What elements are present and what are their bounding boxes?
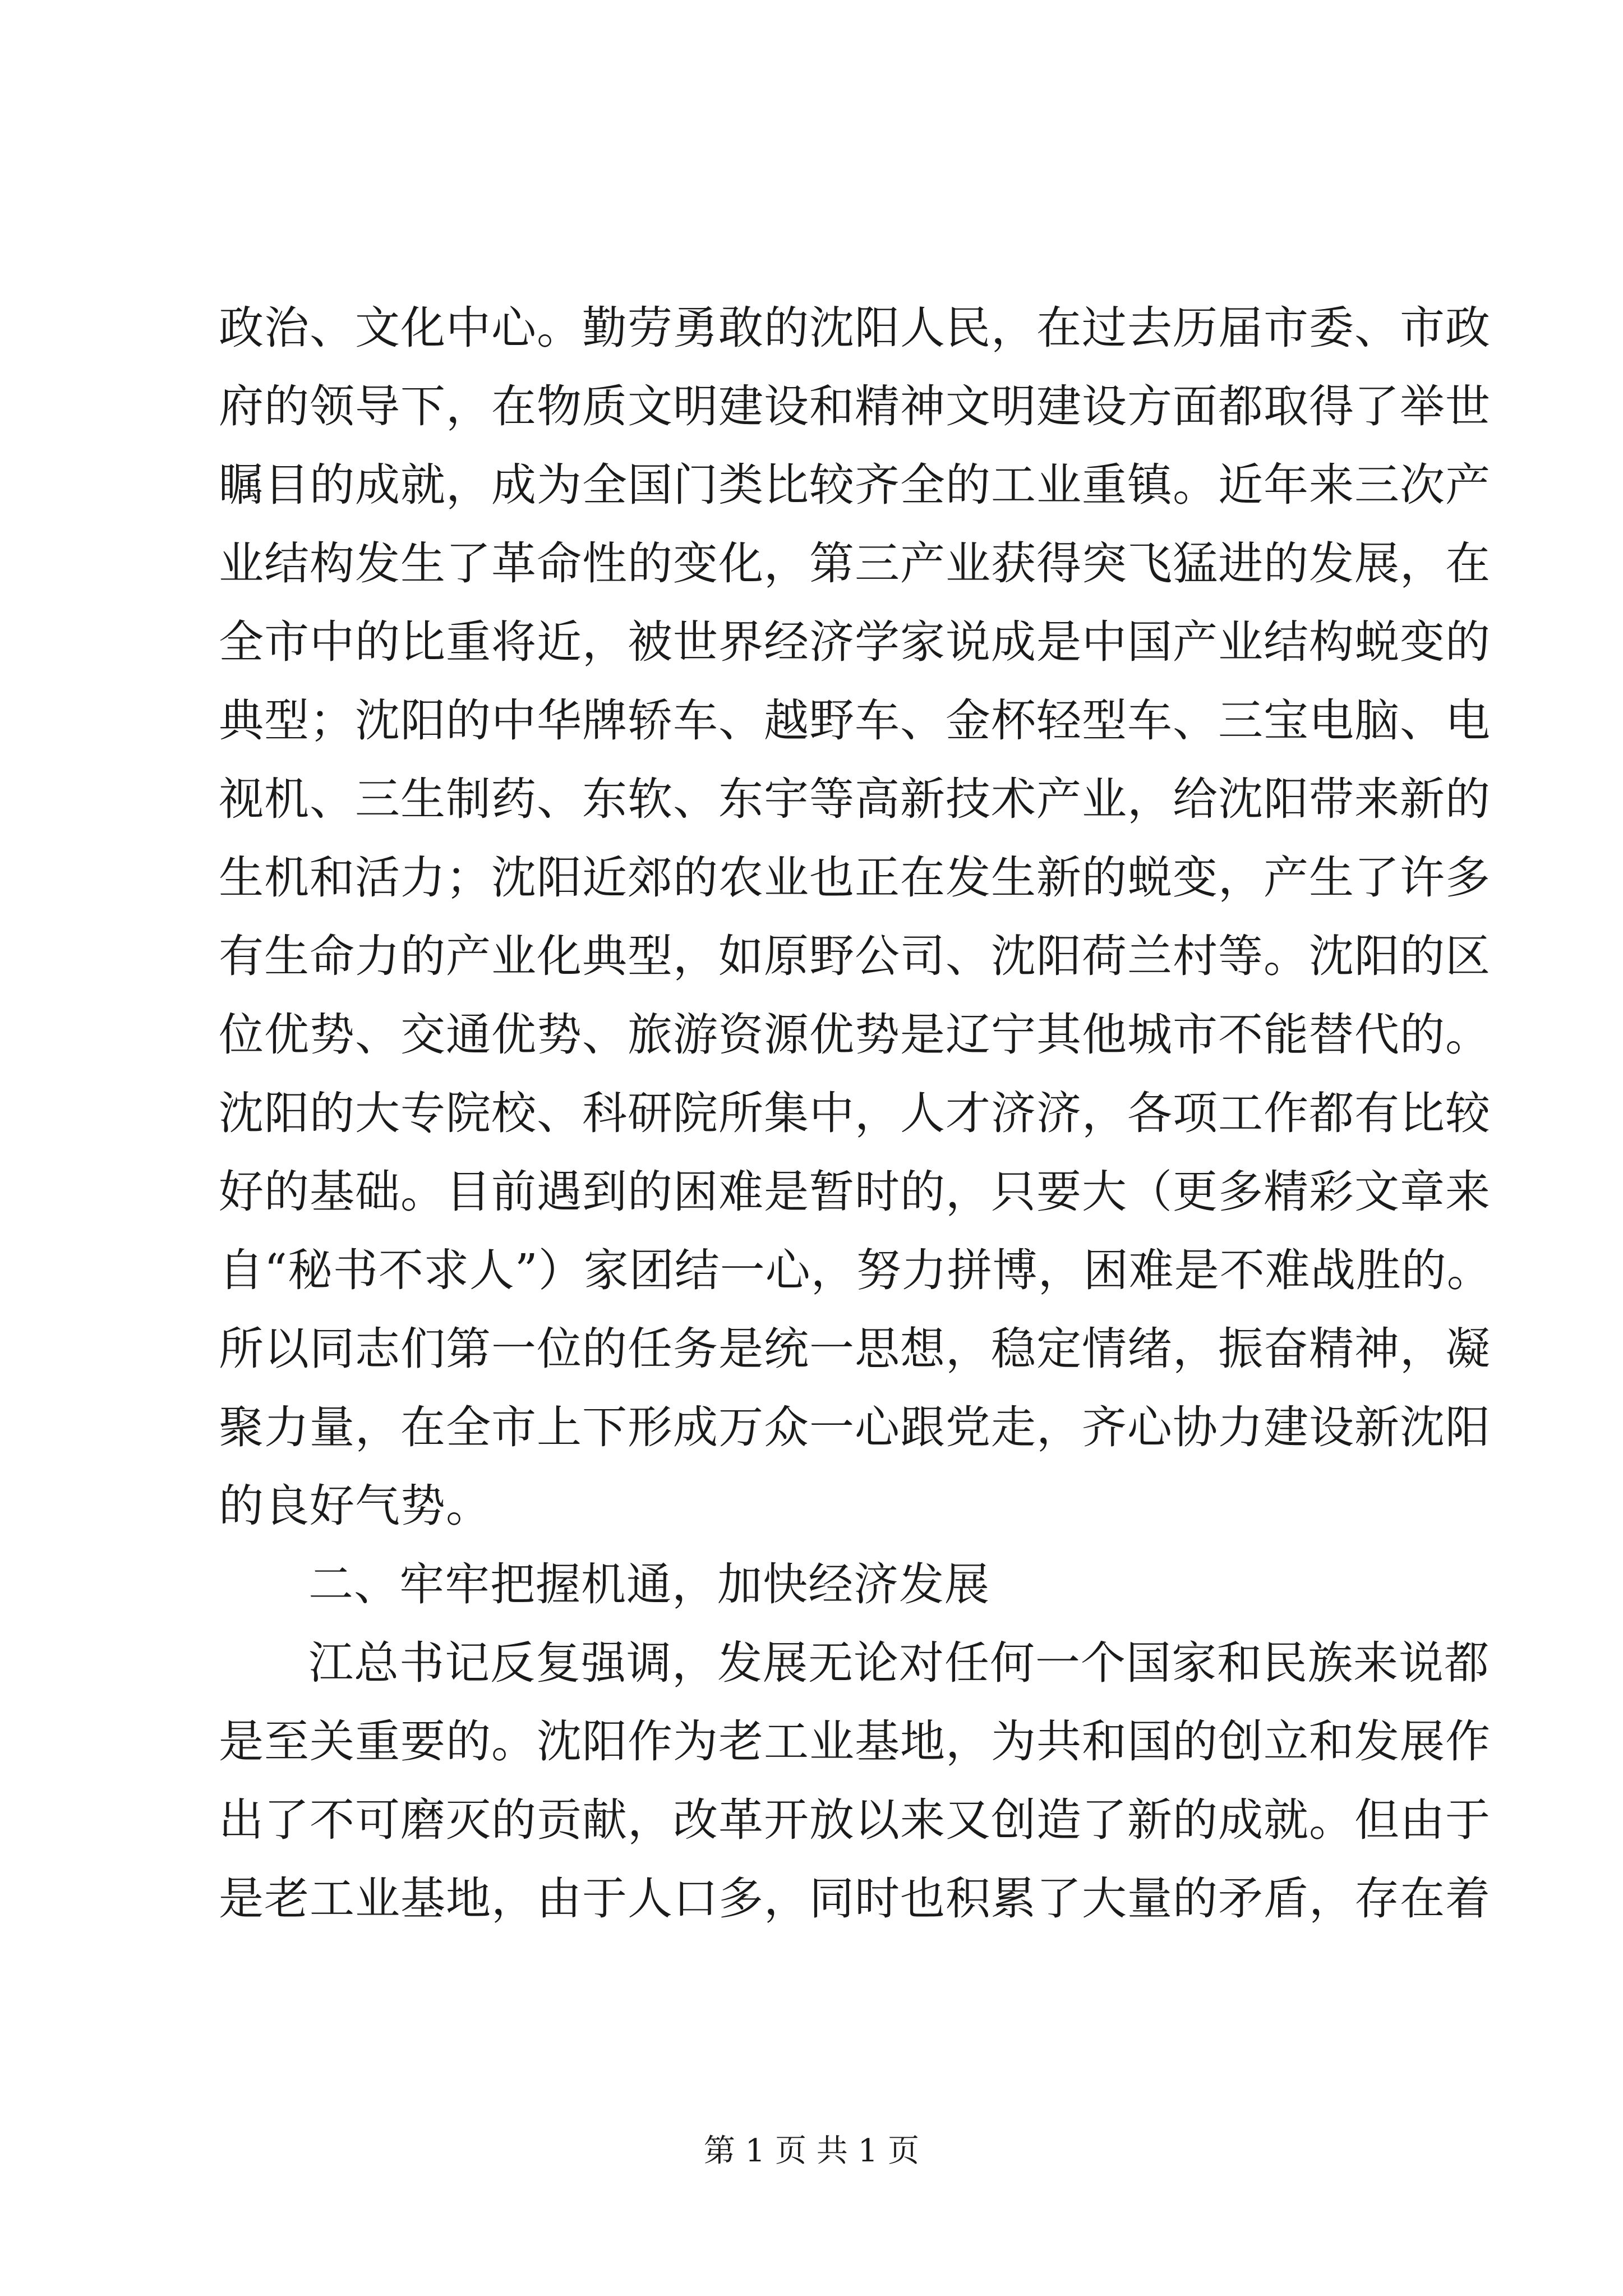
paragraph-first-line: 江总书记反复强调，发展无论对任何一个国家和民族来说都 [308, 1637, 1490, 1689]
text-line: 瞩目的成就，成为全国门类比较齐全的工业重镇。近年来三次产 [219, 459, 1491, 511]
text-line: 府的领导下，在物质文明建设和精神文明建设方面都取得了举世 [219, 380, 1491, 432]
text-line: 典型；沈阳的中华牌轿车、越野车、金杯轻型车、三宝电脑、电 [219, 694, 1491, 747]
text-line: 聚力量，在全市上下形成万众一心跟党走，齐心协力建设新沈阳 [219, 1401, 1491, 1453]
text-line: 位优势、交通优势、旅游资源优势是辽宁其他城市不能替代的。 [219, 1009, 1491, 1061]
body-text [219, 289, 1492, 1938]
section-heading: 二、牢牢把握机通，加快经济发展 [308, 1558, 990, 1611]
text-line: 视机、三生制药、东软、东宇等高新技术产业，给沈阳带来新的 [219, 773, 1491, 825]
text-line: 政治、文化中心。勤劳勇敢的沈阳人民，在过去历届市委、市政 [219, 302, 1491, 354]
text-line: 所以同志们第一位的任务是统一思想，稳定情绪，振奋精神，凝 [219, 1323, 1491, 1375]
text-line: 是老工业基地，由于人口多，同时也积累了大量的矛盾，存在着 [219, 1872, 1491, 1925]
text-line: 自“秘书不求人”）家团结一心，努力拼博，困难是不难战胜的。 [219, 1244, 1492, 1296]
text-line: 业结构发生了革命性的变化，第三产业获得突飞猛进的发展，在 [219, 537, 1491, 590]
text-line: 好的基础。目前遇到的困难是暂时的，只要大（更多精彩文章来 [219, 1166, 1491, 1218]
text-line: 全市中的比重将近，被世界经济学家说成是中国产业结构蜕变的 [219, 616, 1491, 668]
text-line: 有生命力的产业化典型，如原野公司、沈阳荷兰村等。沈阳的区 [219, 930, 1491, 982]
page-footer: 第 1 页 共 1 页 [703, 2133, 920, 2169]
text-line: 生机和活力；沈阳近郊的农业也正在发生新的蜕变，产生了许多 [219, 852, 1491, 904]
text-line: 是至关重要的。沈阳作为老工业基地，为共和国的创立和发展作 [219, 1715, 1491, 1768]
text-line: 出了不可磨灭的贡献，改革开放以来又创造了新的成就。但由于 [219, 1794, 1491, 1846]
text-line: 沈阳的大专院校、科研院所集中，人才济济，各项工作都有比较 [219, 1087, 1491, 1139]
text-line-last: 的良好气势。 [219, 1480, 491, 1532]
